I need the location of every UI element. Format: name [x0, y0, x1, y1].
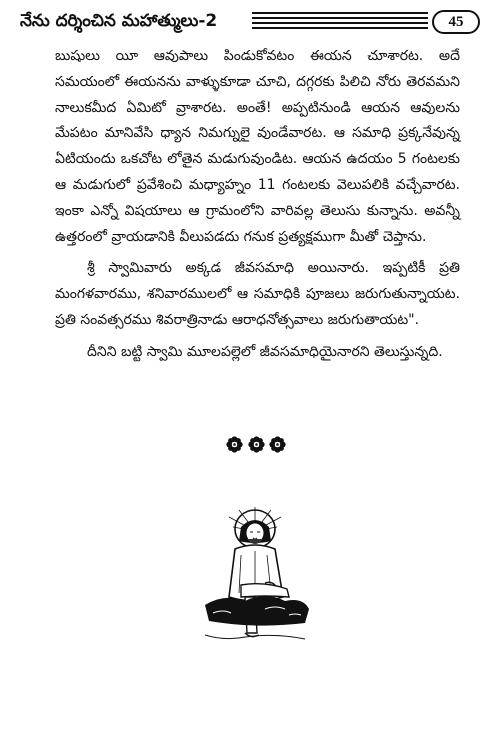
paragraph-2: శ్రీ స్వామివారు అక్కడ జీవసమాధి అయినారు. ఇప్పటికీ ప్రతి మంగళవారము, శనివారములలో ఆ సమాధికి పూజలు జరుగుతున్నాయట. ప్రతి సంవత్సరము శివరాత్రినాడు ఆరాధనోత్సవాలు జరుగుతాయట".: [55, 260, 460, 328]
book-title: నేను దర్శించిన మహాత్ములు-2: [20, 11, 218, 31]
page-number: 45: [432, 10, 480, 34]
flower-ornament-icon: [269, 436, 286, 453]
paragraph-3: దీనిని బట్టి స్వామి మూలపల్లెలో జీవసమాధియైనారని తెలుస్తున్నది.: [87, 343, 443, 360]
flower-ornament-icon: [226, 436, 243, 453]
header-rules: [252, 12, 428, 30]
flower-ornament-icon: [248, 436, 265, 453]
seated-saint-illustration-icon: [195, 505, 315, 655]
body-text: [55, 44, 460, 372]
section-ornament: [226, 436, 286, 454]
paragraph-1: బుషులు యీ ఆవుపాలు పిండుకోవటం ఈయన చూశారట. అదే సమయంలో ఈయనను వాళ్ళుకూడా చూచి, దగ్గరకు పిలిచి నోరు తెరవమని నాలుకమీద ఏమిటో వ్రాశారట. అంతే! అప్పటినుండి ఆయన ఆవులను మేపటం మానివేసి ధ్యాన నిమగ్నులై వుండేవారట. ఆ సమాధి ప్రక్కనేవున్న ఏటియందు ఒకచోట లోతైన మడుగువుండిట. ఆయన ఉదయం 5 గంటలకు ఆ మడుగులో ప్రవేశించి మధ్యాహ్నం 11 గంటలకు వెలుపలికి వచ్చేవారట. ఇంకా ఎన్నో విషయాలు ఆ గ్రామంలోని వారివల్ల తెలుసు కున్నాను. అవన్నీ ఉత్తరంలో వ్రాయడానికి వీలుపడదు గనుక ప్రత్యక్షముగా మీతో చెప్తాను.: [55, 48, 460, 245]
page-header: [20, 8, 464, 34]
